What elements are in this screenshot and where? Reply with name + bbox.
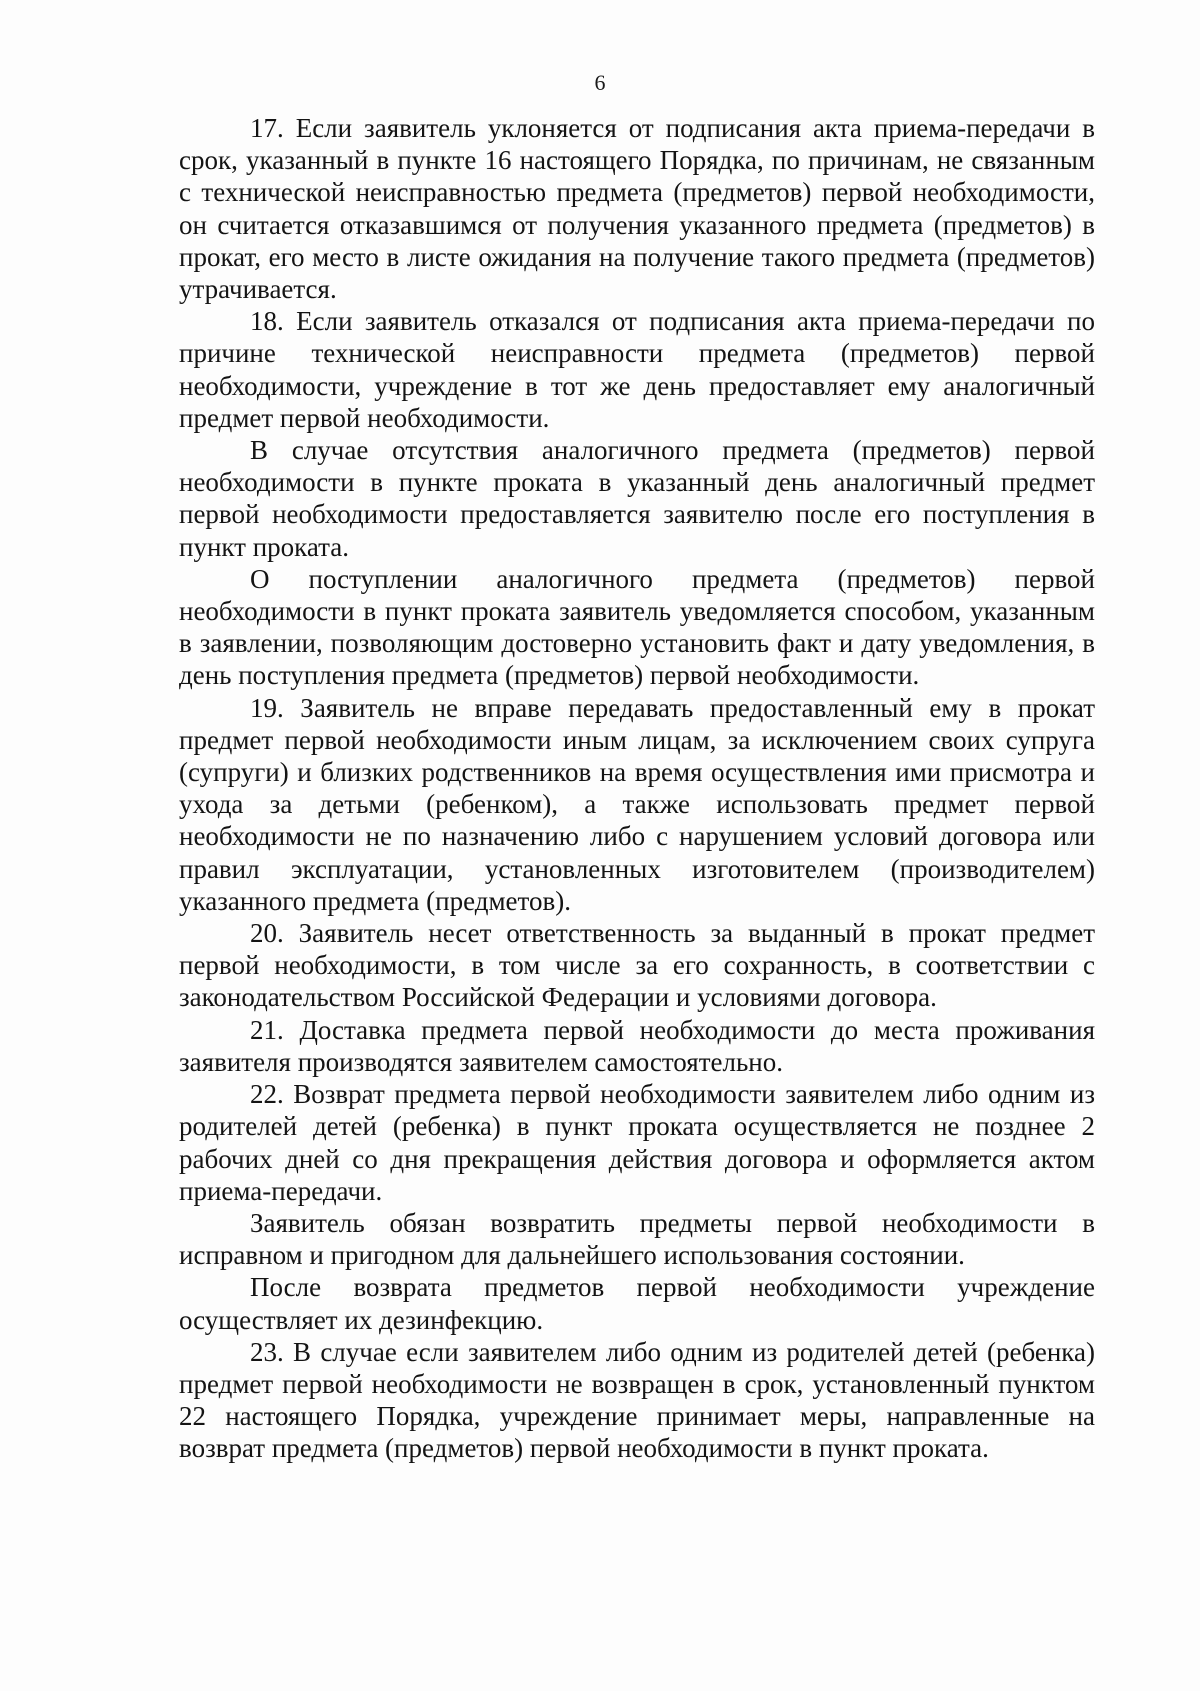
paragraph-17: 17. Если заявитель уклоняется от подписания акта приема-передачи в срок, указанный в пункте 16 настоящего Порядка, по причинам, не связанным с технической неисправностью предмета (предметов) первой необходимости, он считается отказавшимся от получения указанного предмета (предметов) в прокат, его место в листе ожидания на получение такого предмета (предметов) утрачивается. xyxy=(179,113,1095,305)
paragraph-20: 20. Заявитель несет ответственность за выданный в прокат предмет первой необходимости, в том числе за его сохранность, в соответствии с законодательством Российской Федерации и условиями договора. xyxy=(179,918,1095,1013)
page-number: 6 xyxy=(594,70,606,95)
paragraph-22-disinfection: После возврата предметов первой необходимости учреждение осуществляет их дезинфекцию. xyxy=(179,1272,1095,1335)
paragraph-23: 23. В случае если заявителем либо одним из родителей детей (ребенка) предмет первой необходимости не возвращен в срок, установленный пунктом 22 настоящего Порядка, учреждение принимает меры, направленные на возврат предмета (предметов) первой необходимости в пункт проката. xyxy=(179,1336,1095,1464)
paragraph-21: 21. Доставка предмета первой необходимости до места проживания заявителя производятся заявителем самостоятельно. xyxy=(179,1014,1095,1077)
paragraph-22: 22. Возврат предмета первой необходимости заявителем либо одним из родителей детей (ребенка) в пункт проката осуществляется не позднее 2 рабочих дней со дня прекращения действия договора и оформляется актом приема-передачи. xyxy=(179,1079,1095,1206)
paragraph-18-absence: В случае отсутствия аналогичного предмета (предметов) первой необходимости в пункте проката в указанный день аналогичный предмет первой необходимости предоставляется заявителю после его поступления в пункт проката. xyxy=(179,435,1095,562)
paragraph-19: 19. Заявитель не вправе передавать предоставленный ему в прокат предмет первой необходимости иным лицам, за исключением своих супруга (супруги) и близких родственников на время осуществления ими присмотра и ухода за детьми (ребенком), а также использовать предмет первой необходимости не по назначению либо с нарушением условий договора или правил эксплуатации, установленных изготовителем (производителем) указанного предмета (предметов). xyxy=(179,692,1095,916)
document-body xyxy=(179,112,1095,1465)
paragraph-18: 18. Если заявитель отказался от подписания акта приема-передачи по причине технической неисправности предмета (предметов) первой необходимости, учреждение в тот же день предоставляет ему аналогичный предмет первой необходимости. xyxy=(179,306,1095,433)
paragraph-18-notification: О поступлении аналогичного предмета (предметов) первой необходимости в пункт проката заявитель уведомляется способом, указанным в заявлении, позволяющим достоверно установить факт и дату уведомления, в день поступления предмета (предметов) первой необходимости. xyxy=(179,563,1095,691)
paragraph-22-obligation: Заявитель обязан возвратить предметы первой необходимости в исправном и пригодном для дальнейшего использования состоянии. xyxy=(179,1207,1095,1271)
